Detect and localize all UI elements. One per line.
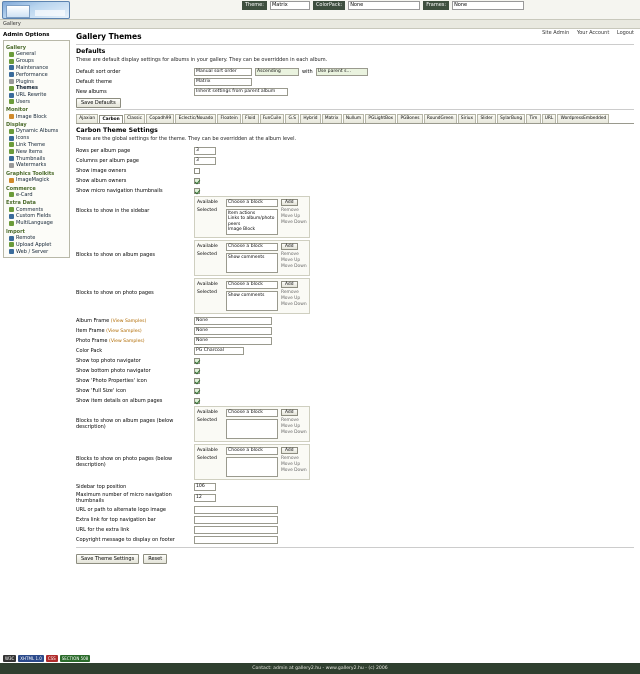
tab-copadh99[interactable]: Copadh99 xyxy=(146,114,174,123)
photo-frame-samples-link[interactable]: (View Samples) xyxy=(109,338,145,344)
picker-controls xyxy=(226,409,278,439)
block-action-links xyxy=(281,456,307,473)
logout-link[interactable]: Logout xyxy=(616,30,634,36)
your-account-link[interactable]: Your Account xyxy=(576,30,610,36)
carbon-description: These are the global settings for the theme. They can be overridden at the album level. xyxy=(76,136,297,142)
show-micro-thumbs-row xyxy=(76,186,634,195)
move-up-link[interactable]: Move Up xyxy=(281,296,301,301)
tab-pglightbox[interactable]: PGLightBox xyxy=(365,114,396,123)
color-pack-select[interactable]: PG Charcoal xyxy=(194,347,244,355)
album-frame-samples-link[interactable]: (View Samples) xyxy=(110,318,147,324)
photo-frame-text: Photo Frame xyxy=(76,337,108,344)
columns-per-album-row xyxy=(76,156,634,165)
move-down-link[interactable]: Move Down xyxy=(281,220,307,225)
default-sort-select[interactable]: Manual sort order xyxy=(194,68,252,76)
item-frame-label xyxy=(76,328,194,334)
sidebar-item-thumbnails[interactable] xyxy=(6,155,67,162)
validator-badges xyxy=(0,655,90,662)
album-blocks-below-label: Blocks to show on album pages (below description) xyxy=(76,418,174,430)
main-layout xyxy=(0,29,640,570)
available-blocks-select[interactable]: Choose a block xyxy=(226,409,278,417)
columns-per-album-label: Columns per album page xyxy=(76,157,139,164)
default-theme-select[interactable]: Matrix xyxy=(194,78,252,86)
tab-floid[interactable]: Floid xyxy=(242,114,259,123)
logo-url-row xyxy=(76,505,634,514)
tab-ajaxian[interactable]: Ajaxian xyxy=(76,114,98,123)
tab-roundgreen[interactable]: RoundGreen xyxy=(424,114,457,123)
album-icon xyxy=(9,129,14,134)
admin-links xyxy=(536,30,634,36)
sidebar-item-label: URL Rewrite xyxy=(16,92,47,99)
sidebar-item-label: ImageMagick xyxy=(16,177,50,184)
sidebar-item-web-server[interactable] xyxy=(6,248,67,255)
new-albums-label: New albums xyxy=(76,88,107,95)
album-frame-row xyxy=(76,316,634,325)
sidebar-item-label: Plugins xyxy=(16,78,34,85)
theme-icon xyxy=(9,86,14,91)
picker-labels xyxy=(197,447,223,477)
lang-icon xyxy=(9,221,14,226)
photo-below-block-picker xyxy=(194,444,310,480)
css-badge[interactable]: CSS xyxy=(47,656,56,661)
max-micro-thumbs-label: Maximum number of micro navigation thumbnails xyxy=(76,492,172,504)
sidebar-item-link-theme[interactable] xyxy=(6,142,67,149)
sidebar-item-plugins[interactable] xyxy=(6,78,67,85)
upload-icon xyxy=(9,242,14,247)
sidebar-item-label: Custom Fields xyxy=(16,213,51,220)
logo-url-input[interactable] xyxy=(194,506,278,514)
theme-select[interactable]: Matrix xyxy=(270,1,310,10)
icon-set-icon xyxy=(9,136,14,141)
colorpack-select[interactable]: None xyxy=(348,1,420,10)
theme-label: Theme: xyxy=(242,1,267,10)
sidebar-item-general[interactable] xyxy=(6,51,67,58)
show-album-owners-row xyxy=(76,176,634,185)
picker-labels xyxy=(197,409,223,439)
footer-bar xyxy=(0,663,640,674)
picker-actions xyxy=(281,409,307,439)
footer-text: Contact: admin at gallery2.hu - www.gallery2.hu - (c) 2006 xyxy=(252,666,388,671)
extra-link-url-label: URL for the extra link xyxy=(76,526,130,533)
extra-link-url-input[interactable] xyxy=(194,526,278,534)
theme-tabs xyxy=(76,114,634,124)
tab-gs[interactable]: G.S xyxy=(285,114,299,123)
colorpack-label: ColorPack: xyxy=(313,1,345,10)
photo-blocks-label: Blocks to show on photo pages xyxy=(76,290,154,296)
picker-actions xyxy=(281,281,307,311)
sidebar-item-imagemagick[interactable] xyxy=(6,177,67,184)
picker-controls xyxy=(226,243,278,273)
add-block-button[interactable]: Add xyxy=(281,243,298,250)
tab-url[interactable]: URL xyxy=(542,114,557,123)
sidebar-item-label: Thumbnails xyxy=(16,155,46,162)
tab-floatein[interactable]: Floatein xyxy=(217,114,241,123)
tab-sylarbung[interactable]: SylarBung xyxy=(497,114,525,123)
sidebar-item-label: Image Block xyxy=(16,113,47,120)
sidebar-group-display: Display xyxy=(6,122,27,129)
block-action-links xyxy=(281,418,307,435)
thumbnail-icon xyxy=(9,156,14,161)
sidebar-item-new-items[interactable] xyxy=(6,148,67,155)
sidebar-group-gallery: Gallery xyxy=(6,45,27,51)
available-label: Available xyxy=(197,448,218,453)
show-item-details-row xyxy=(76,396,634,405)
move-up-link[interactable]: Move Up xyxy=(281,424,301,429)
tab-carbon[interactable]: Carbon xyxy=(99,115,123,124)
divider-3 xyxy=(76,547,634,548)
sidebar-item-upload-applet[interactable] xyxy=(6,241,67,248)
show-item-details-label: Show item details on album pages xyxy=(76,397,163,404)
sidebar-item-url-rewrite[interactable] xyxy=(6,92,67,99)
album-blocks-row xyxy=(76,240,634,276)
sidebar-item-users[interactable] xyxy=(6,98,67,105)
sort-direction-select[interactable]: Ascending xyxy=(255,68,299,76)
tab-pgbones[interactable]: PGBones xyxy=(397,114,422,123)
sidebar-item-groups[interactable] xyxy=(6,58,67,65)
sort-secondary-select[interactable]: Use parent s... xyxy=(316,68,368,76)
image-icon xyxy=(9,114,14,119)
show-full-size-checkbox[interactable] xyxy=(194,388,200,394)
sidebar-item-label: General xyxy=(16,51,36,58)
extra-link-label: Extra link for top navigation bar xyxy=(76,516,156,523)
new-icon xyxy=(9,149,14,154)
move-up-link[interactable]: Move Up xyxy=(281,462,301,467)
wrench-icon xyxy=(9,65,14,70)
available-blocks-select[interactable]: Choose a block xyxy=(226,243,278,251)
selected-label: Selected xyxy=(197,456,217,461)
show-top-nav-row xyxy=(76,356,634,365)
sidebar-item-label: MultiLanguage xyxy=(16,220,53,227)
item-frame-select[interactable]: None xyxy=(194,327,272,335)
tab-wordpress[interactable]: WordpressEmbedded xyxy=(557,114,609,123)
content-area xyxy=(72,29,640,570)
card-icon xyxy=(9,192,14,197)
show-image-owners-checkbox[interactable] xyxy=(194,168,200,174)
remove-block-link[interactable]: Remove xyxy=(281,252,299,257)
groups-icon xyxy=(9,59,14,64)
sidebar-top-label: Sidebar top position xyxy=(76,483,127,490)
new-albums-select[interactable]: Inherit settings from parent album xyxy=(194,88,288,96)
section508-badge[interactable]: SECTION 508 xyxy=(61,656,89,661)
selected-blocks-list[interactable] xyxy=(226,291,278,311)
album-block-picker xyxy=(194,240,310,276)
rows-per-album-input[interactable]: 3 xyxy=(194,147,216,155)
comment-icon xyxy=(9,207,14,212)
remove-block-link[interactable]: Remove xyxy=(281,456,299,461)
tab-matrix[interactable]: Matrix xyxy=(322,114,342,123)
move-down-link[interactable]: Move Down xyxy=(281,430,307,435)
show-full-size-row xyxy=(76,386,634,395)
field-icon xyxy=(9,214,14,219)
sidebar-item-performance[interactable] xyxy=(6,71,67,78)
remove-block-link[interactable]: Remove xyxy=(281,290,299,295)
link-icon xyxy=(9,93,14,98)
remote-icon xyxy=(9,236,14,241)
sidebar-item-ecard[interactable] xyxy=(6,192,67,199)
available-blocks-select[interactable]: Choose a block xyxy=(226,199,278,207)
top-bar xyxy=(0,0,640,20)
gauge-icon xyxy=(9,72,14,77)
logo-url-label: URL or path to alternate logo image xyxy=(76,506,166,513)
sidebar-item-multilanguage[interactable] xyxy=(6,220,67,227)
tab-siriux[interactable]: Siriux xyxy=(458,114,477,123)
sidebar-item-label: Icons xyxy=(16,135,30,142)
selected-blocks-list[interactable] xyxy=(226,209,278,235)
carbon-heading: Carbon Theme Settings xyxy=(76,127,158,134)
sidebar-item-image-block[interactable] xyxy=(6,113,67,120)
sidebar-item-label: Themes xyxy=(16,85,38,92)
show-full-size-label: Show 'Full Size' icon xyxy=(76,387,127,394)
max-micro-thumbs-input[interactable]: 12 xyxy=(194,494,216,502)
list-item[interactable]: Image Block xyxy=(228,227,256,233)
sidebar-item-label: e-Card xyxy=(16,191,33,198)
tab-tim[interactable]: Tim xyxy=(526,114,540,123)
show-image-owners-row xyxy=(76,166,634,175)
remove-block-link[interactable]: Remove xyxy=(281,418,299,423)
defaults-heading: Defaults xyxy=(76,48,106,55)
remove-block-link[interactable]: Remove xyxy=(281,208,299,213)
show-bottom-nav-row xyxy=(76,366,634,375)
album-frame-label xyxy=(76,318,194,324)
web-icon xyxy=(9,249,14,254)
sidebar-item-dynamic-albums[interactable] xyxy=(6,128,67,135)
picker-actions xyxy=(281,199,307,235)
tab-slider[interactable]: Slider xyxy=(477,114,496,123)
tab-nullum[interactable]: Nullum xyxy=(343,114,365,123)
gallery-logo xyxy=(2,1,70,19)
breadcrumb[interactable] xyxy=(0,20,640,29)
plug-icon xyxy=(9,79,14,84)
photo-block-picker xyxy=(194,278,310,314)
sidebar-group-graphics: Graphics Toolkits xyxy=(6,170,55,177)
xhtml-badge[interactable]: XHTML 1.0 xyxy=(20,656,42,661)
default-theme-label: Default theme xyxy=(76,78,113,85)
selected-label: Selected xyxy=(197,208,217,213)
album-below-block-picker xyxy=(194,406,310,442)
selected-label: Selected xyxy=(197,290,217,295)
tab-eclectic[interactable]: Eclectic/Nouado xyxy=(175,114,216,123)
move-down-link[interactable]: Move Down xyxy=(281,302,307,307)
copyright-label: Copyright message to display on footer xyxy=(76,536,175,543)
extra-link-row xyxy=(76,515,634,524)
show-photo-props-row xyxy=(76,376,634,385)
color-pack-row xyxy=(76,346,634,355)
picker-labels xyxy=(197,281,223,311)
item-frame-text: Item Frame xyxy=(76,327,105,334)
tab-funcuile[interactable]: FunCuile xyxy=(260,114,285,123)
sidebar-item-label: Upload Applet xyxy=(16,241,52,248)
item-frame-samples-link[interactable]: (View Samples) xyxy=(106,328,142,334)
sidebar-item-custom-fields[interactable] xyxy=(6,213,67,220)
magick-icon xyxy=(9,178,14,183)
show-item-details-checkbox[interactable] xyxy=(194,398,200,404)
show-photo-props-checkbox[interactable] xyxy=(194,378,200,384)
color-pack-label: Color Pack xyxy=(76,347,103,354)
show-album-owners-checkbox[interactable] xyxy=(194,178,200,184)
item-frame-row xyxy=(76,326,634,335)
rows-per-album-label: Rows per album page xyxy=(76,147,131,154)
move-down-link[interactable]: Move Down xyxy=(281,264,307,269)
sidebar-item-label: Remote xyxy=(16,235,36,242)
max-micro-thumbs-row xyxy=(76,492,634,504)
show-image-owners-label: Show image owners xyxy=(76,167,127,174)
new-albums-row xyxy=(76,87,634,96)
selected-blocks-list[interactable] xyxy=(226,457,278,477)
available-label: Available xyxy=(197,200,218,205)
sidebar-item-label: Web / Server xyxy=(16,248,49,255)
available-blocks-select[interactable]: Choose a block xyxy=(226,447,278,455)
block-action-links xyxy=(281,208,307,225)
rows-per-album-row xyxy=(76,146,634,155)
add-block-button[interactable]: Add xyxy=(281,409,298,416)
sidebar-group-extra-data: Extra Data xyxy=(6,200,36,207)
sidebar-item-icons[interactable] xyxy=(6,135,67,142)
w3c-badge[interactable]: W3C xyxy=(5,656,15,661)
list-item[interactable]: Show comments xyxy=(228,255,265,260)
picker-controls xyxy=(226,199,278,235)
gear-icon xyxy=(9,52,14,57)
copyright-input[interactable] xyxy=(194,536,278,544)
sidebar-item-label: New Items xyxy=(16,148,43,155)
sidebar-title: Admin Options xyxy=(3,32,50,38)
block-action-links xyxy=(281,290,307,307)
picker-labels xyxy=(197,199,223,235)
sidebar-item-label: Users xyxy=(16,98,31,105)
sidebar-item-themes[interactable] xyxy=(6,85,67,92)
default-sort-label: Default sort order xyxy=(76,68,121,75)
sidebar xyxy=(0,29,72,260)
sidebar-top-input[interactable]: 106 xyxy=(194,483,216,491)
available-label: Available xyxy=(197,244,218,249)
photo-frame-row xyxy=(76,336,634,345)
sidebar-top-row xyxy=(76,482,634,491)
sidebar-item-comments[interactable] xyxy=(6,206,67,213)
save-defaults-button[interactable]: Save Defaults xyxy=(76,98,121,108)
tab-classic[interactable]: Classic xyxy=(124,114,145,123)
add-block-button[interactable]: Add xyxy=(281,447,298,454)
show-top-nav-label: Show top photo navigator xyxy=(76,357,141,364)
list-item[interactable]: Show comments xyxy=(228,293,265,298)
album-blocks-label: Blocks to show on album pages xyxy=(76,252,156,258)
frames-select[interactable]: None xyxy=(452,1,524,10)
picker-controls xyxy=(226,281,278,311)
picker-labels xyxy=(197,243,223,273)
album-frame-select[interactable]: None xyxy=(194,317,272,325)
sidebar-item-label: Link Theme xyxy=(16,141,46,148)
move-down-link[interactable]: Move Down xyxy=(281,468,307,473)
site-admin-link[interactable]: Site Admin xyxy=(542,30,570,36)
available-label: Available xyxy=(197,282,218,287)
copyright-row xyxy=(76,535,634,544)
picker-actions xyxy=(281,447,307,477)
show-bottom-nav-checkbox[interactable] xyxy=(194,368,200,374)
sidebar-item-remote[interactable] xyxy=(6,235,67,242)
divider xyxy=(76,44,634,45)
available-blocks-select[interactable]: Choose a block xyxy=(226,281,278,289)
sidebar-item-maintenance[interactable] xyxy=(6,65,67,72)
block-action-links xyxy=(281,252,307,269)
sidebar-item-label: Watermarks xyxy=(16,162,47,169)
available-label: Available xyxy=(197,410,218,415)
photo-blocks-row xyxy=(76,278,634,314)
sidebar-item-label: Performance xyxy=(16,71,48,78)
sidebar-group-import: Import xyxy=(6,228,25,235)
move-up-link[interactable]: Move Up xyxy=(281,258,301,263)
photo-frame-select[interactable]: None xyxy=(194,337,272,345)
save-theme-settings-button[interactable]: Save Theme Settings xyxy=(76,554,139,564)
list-item[interactable]: Item actions xyxy=(228,211,256,216)
sidebar-item-label: Maintenance xyxy=(16,64,49,71)
show-top-nav-checkbox[interactable] xyxy=(194,358,200,364)
add-block-button[interactable]: Add xyxy=(281,281,298,288)
show-micro-thumbs-label: Show micro navigation thumbnails xyxy=(76,187,163,194)
breadcrumb-label[interactable]: Gallery xyxy=(3,21,21,27)
sidebar-item-label: Comments xyxy=(16,206,44,213)
frames-label: Frames: xyxy=(423,1,449,10)
show-micro-thumbs-checkbox[interactable] xyxy=(194,188,200,194)
sidebar-item-label: Groups xyxy=(16,58,34,65)
photo-frame-label xyxy=(76,338,194,344)
sidebar-item-label: Dynamic Albums xyxy=(16,128,59,135)
picker-actions xyxy=(281,243,307,273)
show-photo-props-label: Show 'Photo Properties' icon xyxy=(76,377,147,384)
sort-with-label: with xyxy=(302,68,313,75)
defaults-description: These are default display settings for albums in your gallery. They can be overridden in each album. xyxy=(76,57,328,63)
watermark-icon xyxy=(9,163,14,168)
columns-per-album-input[interactable]: 3 xyxy=(194,157,216,165)
sidebar-item-watermarks[interactable] xyxy=(6,162,67,169)
show-album-owners-label: Show album owners xyxy=(76,177,127,184)
photo-blocks-below-row xyxy=(76,444,634,480)
user-icon xyxy=(9,99,14,104)
page-title: Gallery Themes xyxy=(76,32,142,41)
theme-selector-bar xyxy=(242,1,524,10)
tab-hybrid[interactable]: Hybrid xyxy=(300,114,321,123)
show-bottom-nav-label: Show bottom photo navigator xyxy=(76,367,151,374)
divider-2 xyxy=(76,109,634,110)
sidebar-box xyxy=(3,40,70,258)
default-theme-row xyxy=(76,77,634,86)
sidebar-blocks-row xyxy=(76,196,634,238)
selected-label: Selected xyxy=(197,418,217,423)
sidebar-group-monitor: Monitor xyxy=(6,107,28,114)
link-icon xyxy=(9,142,14,147)
add-block-button[interactable]: Add xyxy=(281,199,298,206)
picker-controls xyxy=(226,447,278,477)
extra-link-url-row xyxy=(76,525,634,534)
selected-blocks-list[interactable] xyxy=(226,253,278,273)
move-up-link[interactable]: Move Up xyxy=(281,214,301,219)
list-item[interactable]: Links to album/photo peers xyxy=(228,216,275,227)
extra-link-input[interactable] xyxy=(194,516,278,524)
reset-button[interactable]: Reset xyxy=(143,554,167,564)
sidebar-blocks-label: Blocks to show in the sidebar xyxy=(76,208,150,214)
selected-label: Selected xyxy=(197,252,217,257)
selected-blocks-list[interactable] xyxy=(226,419,278,439)
album-blocks-below-row xyxy=(76,406,634,442)
photo-blocks-below-label: Blocks to show on photo pages (below description) xyxy=(76,456,173,468)
album-frame-text: Album Frame xyxy=(76,317,110,324)
sidebar-group-commerce: Commerce xyxy=(6,185,36,192)
form-actions xyxy=(76,554,634,564)
default-sort-row xyxy=(76,67,634,76)
sidebar-block-picker xyxy=(194,196,310,238)
